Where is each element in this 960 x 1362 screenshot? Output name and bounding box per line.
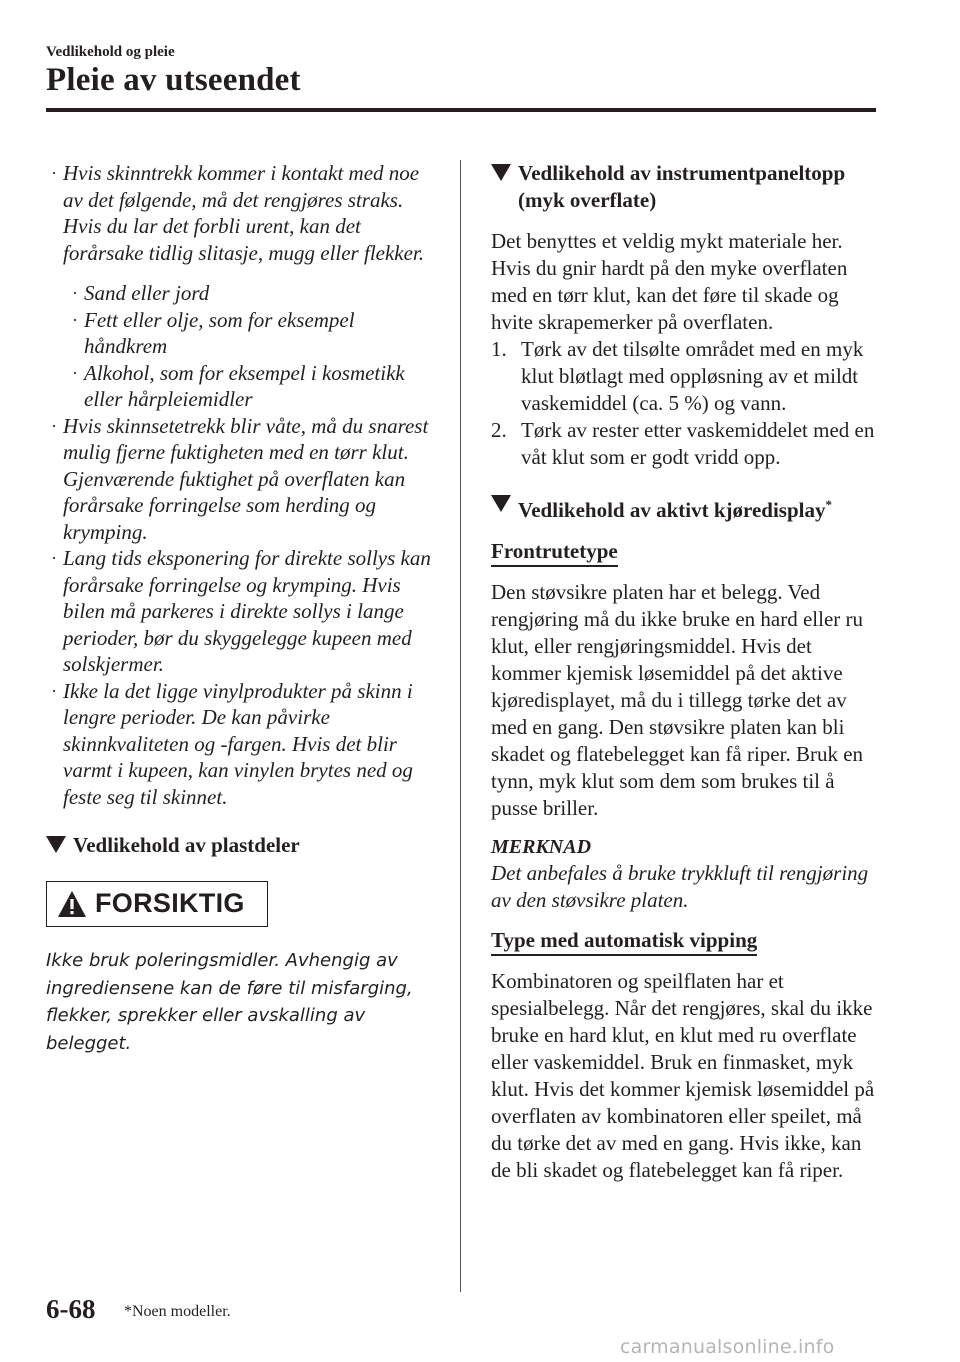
triangle-marker-icon: [491, 164, 511, 181]
chapter-title: Pleie av utseendet: [46, 62, 301, 98]
right-column: [491, 160, 883, 1184]
bullet-text: Hvis skinnsetetrekk blir våte, må du snarest mulig fjerne fuktigheten med en tørr klut. Gjenværende fuktighet på overflaten kan forårsake forringelse som herding og krymping.: [63, 413, 429, 544]
windshield-paragraph: Den støvsikre platen har et belegg. Ved rengjøring må du ikke bruke en hard eller ru klut, eller rengjøringsmiddel. Hvis det kommer kjemisk løsemiddel på det aktive kjøredisplayet, må du i tillegg tørke det av med en gang. Den støvsikre platen kan bli skadet og flatebelegget kan få riper. Bruk en tynn, myk klut som dem som brukes til å pusse briller.: [491, 580, 864, 820]
bullet-dot-icon: ·: [51, 548, 57, 568]
hud-heading: [491, 491, 883, 524]
dashboard-paragraph: Det benyttes et veldig mykt materiale her. Hvis du gnir hardt på den myke overflaten med en tørr klut, kan det føre til skade og hvite skrapemerker på overflaten.: [491, 229, 848, 334]
caution-text: Ikke bruk poleringsmidler. Avhengig av ingrediensene kan de føre til misfarging, flekker, sprekker eller avskalling av belegget.: [46, 950, 413, 1054]
sub-bullet-item: [46, 360, 438, 413]
bullet-text: Lang tids eksponering for direkte sollys kan forårsake forringelse og krymping. Hvis bilen må parkeres i direkte sollys i lange perioder, bør du skyggelegge kupeen med solskjermer.: [63, 546, 431, 676]
sub-bullet-text: Sand eller jord: [84, 281, 210, 305]
sub-bullet-item: [46, 280, 438, 307]
step-number: 1.: [491, 337, 507, 361]
bullet-dot-icon: ·: [72, 283, 78, 303]
warning-triangle-icon: [57, 890, 87, 918]
watermark: carmanualsonline.info: [620, 1336, 835, 1358]
left-column: [46, 160, 438, 1057]
step-text: Tørk av det tilsølte området med en myk klut bløtlagt med oppløsning av et mildt vaskemiddel (ca. 5 %) og vann.: [521, 337, 864, 415]
bullet-item: [46, 413, 438, 546]
footnote: *Noen modeller.: [124, 1303, 231, 1320]
bullet-dot-icon: ·: [51, 163, 57, 183]
tilt-paragraph: Kombinatoren og speilflaten har et spesialbelegg. Når det rengjøres, skal du ikke bruke en hard klut, en klut med ru overflate eller vaskemiddel. Bruk en finmasket, myk klut. Hvis det kommer kjemisk løsemiddel på overflaten av kombinatoren eller speilet, må du tørke det av med en gang. Hvis ikke, kan de bli skadet og flatebelegget kan få riper.: [491, 969, 875, 1182]
tilt-subheading: Type med automatisk vipping: [491, 927, 757, 956]
heading-text: Vedlikehold av plastdeler: [73, 833, 300, 857]
footnote-mark: *: [825, 497, 832, 512]
triangle-marker-icon: [491, 495, 511, 512]
header-rule: [46, 108, 876, 112]
step-text: Tørk av rester etter vaskemiddelet med en våt klut som er godt vridd opp.: [521, 418, 875, 469]
triangle-marker-icon: [46, 836, 66, 853]
column-divider: [460, 160, 461, 1292]
sub-bullet-text: Fett eller olje, som for eksempel håndkrem: [84, 307, 355, 358]
bullet-text: Hvis skinntrekk kommer i kontakt med noe av det følgende, må det rengjøres straks. Hvis du lar det forbli urent, kan det forårsake tidlig slitasje, mugg eller flekker.: [63, 161, 425, 265]
heading-text: Vedlikehold av aktivt kjøredisplay: [518, 498, 826, 522]
bullet-dot-icon: ·: [72, 362, 78, 383]
caution-label: FORSIKTIG: [95, 888, 245, 918]
heading-text: Vedlikehold av instrumentpaneltopp (myk overflate): [518, 161, 846, 212]
note-text: Det anbefales å bruke trykkluft til rengjøring av den støvsikre platen.: [491, 861, 869, 912]
windshield-subheading: Frontrutetype: [491, 538, 618, 567]
bullet-item: [46, 678, 438, 811]
bullet-item: [46, 545, 438, 678]
bullet-dot-icon: ·: [51, 415, 57, 436]
sub-bullet-text: Alkohol, som for eksempel i kosmetikk eller hårpleiemidler: [84, 360, 405, 411]
bullet-item: [46, 160, 438, 266]
bullet-dot-icon: ·: [72, 309, 78, 330]
caution-box: [46, 881, 268, 927]
bullet-text: Ikke la det ligge vinylprodukter på skinn i lengre perioder. De kan påvirke skinnkvaliteten og -fargen. Hvis det blir varmt i kupeen, kan vinylen brytes ned og feste seg til skinnet.: [63, 678, 413, 809]
step-number: 2.: [491, 418, 507, 442]
sub-bullet-item: [46, 307, 438, 360]
bullet-dot-icon: ·: [51, 680, 57, 701]
step-item: [491, 336, 883, 417]
dashboard-heading: [491, 160, 883, 214]
plastic-heading: [46, 832, 438, 859]
step-item: [491, 417, 883, 471]
section-label: Vedlikehold og pleie: [46, 44, 175, 60]
note-title: MERKNAD: [491, 836, 592, 858]
page-number: 6-68: [46, 1294, 96, 1324]
